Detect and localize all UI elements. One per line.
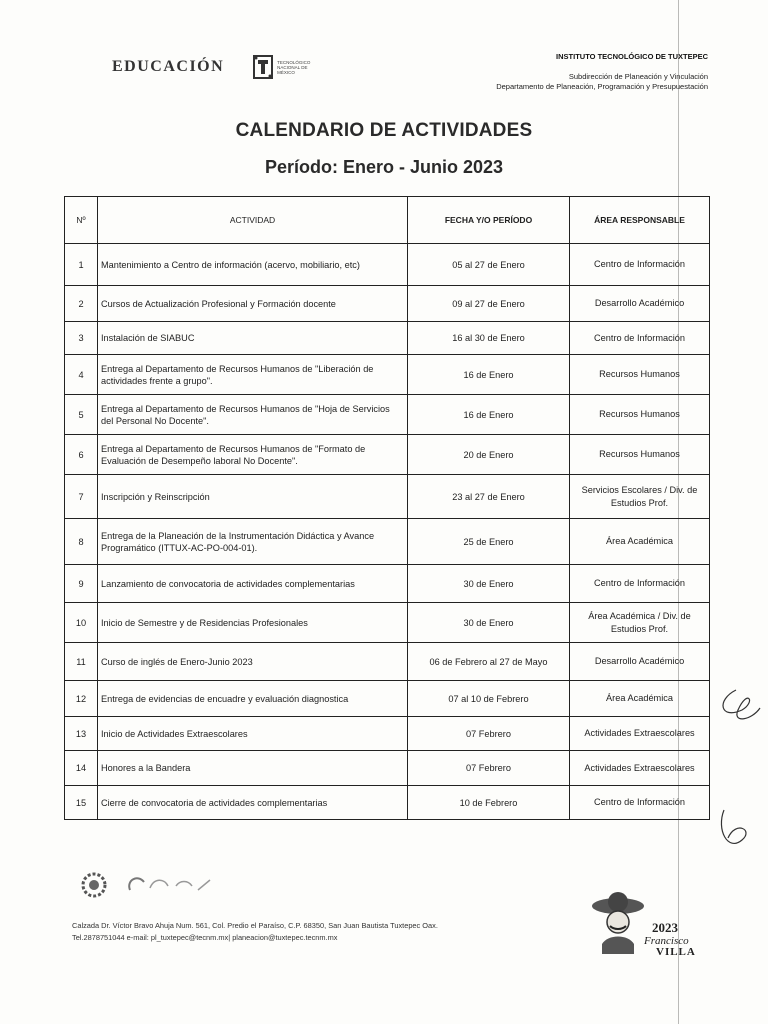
table-row <box>65 681 710 717</box>
header-no: Nº <box>65 197 98 244</box>
header-left <box>112 54 313 80</box>
row-area: Área Académica <box>570 681 710 717</box>
row-activity: Inicio de Actividades Extraescolares <box>98 717 408 751</box>
tecnm-logo <box>252 54 313 80</box>
row-area: Recursos Humanos <box>570 395 710 435</box>
seal-surname: VILLA <box>656 946 696 958</box>
row-date: 30 de Enero <box>408 603 570 643</box>
row-date: 20 de Enero <box>408 435 570 475</box>
row-number: 10 <box>65 603 98 643</box>
table-row <box>65 565 710 603</box>
row-area: Centro de Información <box>570 244 710 286</box>
row-number: 8 <box>65 519 98 565</box>
row-date: 16 al 30 de Enero <box>408 322 570 355</box>
row-date: 05 al 27 de Enero <box>408 244 570 286</box>
row-activity: Lanzamiento de convocatoria de actividades complementarias <box>98 565 408 603</box>
row-area: Actividades Extraescolares <box>570 751 710 786</box>
row-area: Actividades Extraescolares <box>570 717 710 751</box>
row-date: 07 al 10 de Febrero <box>408 681 570 717</box>
row-date: 06 de Febrero al 27 de Mayo <box>408 643 570 681</box>
row-number: 9 <box>65 565 98 603</box>
table-row <box>65 435 710 475</box>
row-date: 10 de Febrero <box>408 786 570 820</box>
table-row <box>65 751 710 786</box>
row-area: Desarrollo Académico <box>570 286 710 322</box>
row-number: 4 <box>65 355 98 395</box>
table-header-row <box>65 197 710 244</box>
row-date: 25 de Enero <box>408 519 570 565</box>
row-activity: Inicio de Semestre y de Residencias Profesionales <box>98 603 408 643</box>
row-number: 6 <box>65 435 98 475</box>
row-activity: Instalación de SIABUC <box>98 322 408 355</box>
row-activity: Inscripción y Reinscripción <box>98 475 408 519</box>
header-area: ÁREA RESPONSABLE <box>570 197 710 244</box>
tecnm-emblem-icon <box>252 54 274 80</box>
row-area: Recursos Humanos <box>570 355 710 395</box>
row-number: 15 <box>65 786 98 820</box>
row-date: 23 al 27 de Enero <box>408 475 570 519</box>
tecnm-logo-text: TECNOLÓGICO NACIONAL DE MÉXICO <box>277 59 311 75</box>
row-date: 16 de Enero <box>408 395 570 435</box>
row-activity: Entrega al Departamento de Recursos Humanos de "Liberación de actividades frente a grupo". <box>98 355 408 395</box>
row-activity: Entrega al Departamento de Recursos Humanos de "Hoja de Servicios del Personal No Docente". <box>98 395 408 435</box>
table-row <box>65 395 710 435</box>
row-date: 30 de Enero <box>408 565 570 603</box>
row-activity: Entrega al Departamento de Recursos Humanos de "Formato de Evaluación de Desempeño laboral No Docente". <box>98 435 408 475</box>
header-fecha: FECHA Y/O PERÍODO <box>408 197 570 244</box>
row-date: 09 al 27 de Enero <box>408 286 570 322</box>
footer-institution-logo <box>124 872 214 898</box>
row-number: 12 <box>65 681 98 717</box>
seal-year: 2023 <box>652 920 678 935</box>
row-area: Centro de Información <box>570 322 710 355</box>
table-row <box>65 475 710 519</box>
row-date: 07 Febrero <box>408 751 570 786</box>
row-activity: Cursos de Actualización Profesional y Formación docente <box>98 286 408 322</box>
table-row <box>65 355 710 395</box>
row-activity: Entrega de la Planeación de la Instrumentación Didáctica y Avance Programático (ITTUX-AC-PO-004-01). <box>98 519 408 565</box>
footer-logos <box>74 870 214 900</box>
table-row <box>65 717 710 751</box>
header-actividad: ACTIVIDAD <box>98 197 408 244</box>
row-number: 2 <box>65 286 98 322</box>
row-area: Centro de Información <box>570 786 710 820</box>
footer-contact: Tel.2878751044 e-mail: pl_tuxtepec@tecnm.mx| planeacion@tuxtepec.tecnm.mx <box>72 933 338 942</box>
table-row <box>65 519 710 565</box>
page-title: CALENDARIO DE ACTIVIDADES <box>235 120 533 141</box>
table-row <box>65 244 710 286</box>
educacion-logo-text: EDUCACIÓN <box>112 58 225 75</box>
row-date: 16 de Enero <box>408 355 570 395</box>
row-area: Servicios Escolares / Div. de Estudios Prof. <box>570 475 710 519</box>
table-row <box>65 786 710 820</box>
row-number: 13 <box>65 717 98 751</box>
gear-seal-icon <box>74 870 114 900</box>
row-activity: Honores a la Bandera <box>98 751 408 786</box>
row-area: Área Académica <box>570 519 710 565</box>
row-area: Desarrollo Académico <box>570 643 710 681</box>
row-activity: Curso de inglés de Enero-Junio 2023 <box>98 643 408 681</box>
table-row <box>65 603 710 643</box>
row-activity: Entrega de evidencias de encuadre y evaluación diagnostica <box>98 681 408 717</box>
header-right <box>496 52 708 91</box>
period-subtitle: Período: Enero - Junio 2023 <box>264 157 504 177</box>
departamento: Departamento de Planeación, Programación y Presupuestación <box>496 82 708 91</box>
row-number: 3 <box>65 322 98 355</box>
footer-address: Calzada Dr. Víctor Bravo Ahuja Num. 561, Col. Predio el Paraíso, C.P. 68350, San Juan Bautista Tuxtepec Oax. <box>72 921 438 930</box>
table-row <box>65 643 710 681</box>
row-area: Área Académica / Div. de Estudios Prof. <box>570 603 710 643</box>
handwritten-signature <box>706 680 768 860</box>
subdireccion: Subdirección de Planeación y Vinculación <box>568 72 708 81</box>
row-area: Centro de Información <box>570 565 710 603</box>
row-number: 7 <box>65 475 98 519</box>
row-number: 14 <box>65 751 98 786</box>
row-number: 11 <box>65 643 98 681</box>
table-row <box>65 286 710 322</box>
row-number: 5 <box>65 395 98 435</box>
row-date: 07 Febrero <box>408 717 570 751</box>
row-number: 1 <box>65 244 98 286</box>
footer-address-block <box>72 920 438 944</box>
row-activity: Mantenimiento a Centro de información (acervo, mobiliario, etc) <box>98 244 408 286</box>
seal-name: Francisco <box>644 935 689 947</box>
row-activity: Cierre de convocatoria de actividades complementarias <box>98 786 408 820</box>
institute-name: INSTITUTO TECNOLÓGICO DE TUXTEPEC <box>556 52 708 61</box>
table-row <box>65 322 710 355</box>
activities-table <box>64 196 710 820</box>
row-area: Recursos Humanos <box>570 435 710 475</box>
